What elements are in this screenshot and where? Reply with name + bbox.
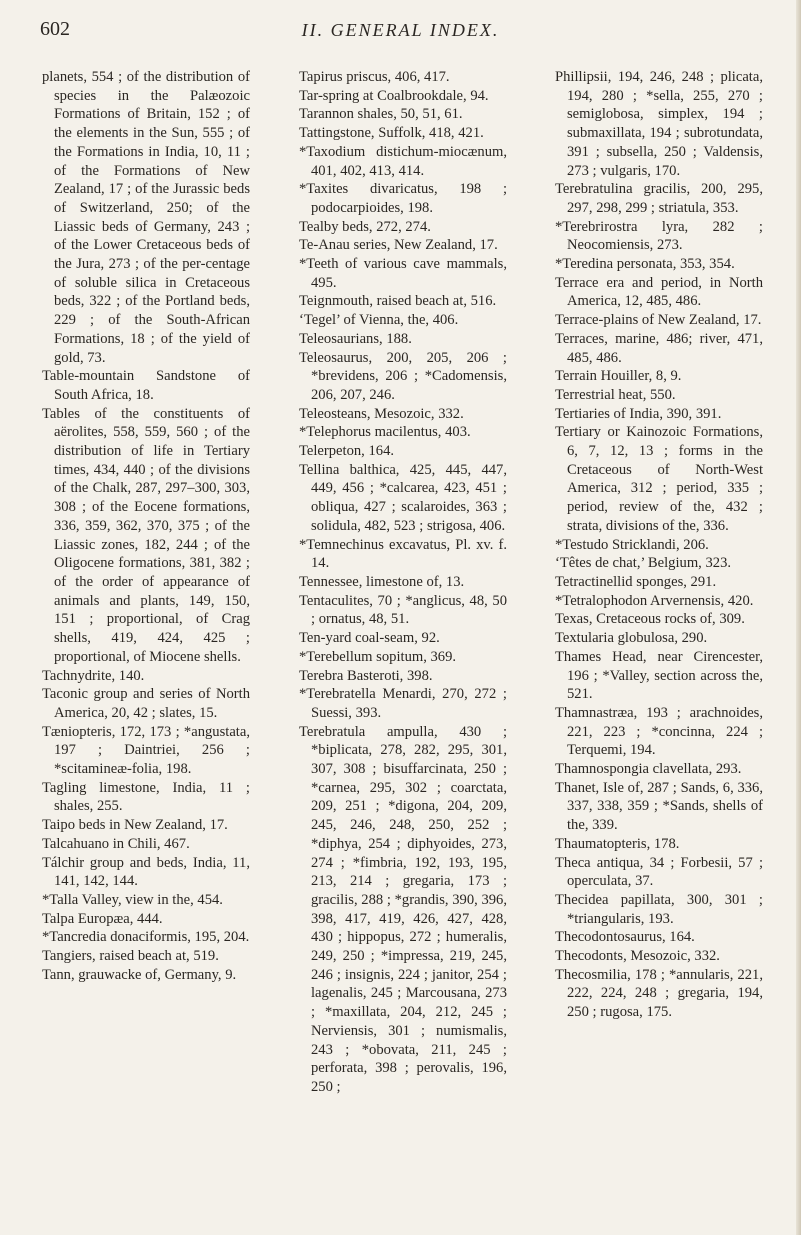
index-entry: Thaumatopteris, 178. (555, 835, 680, 852)
index-column-2 (299, 68, 507, 1097)
index-entry: Terrestrial heat, 550. (555, 386, 676, 403)
running-head: II. GENERAL INDEX. (301, 20, 500, 40)
index-entry: *Tetralophodon Arvernensis, 420. (555, 592, 754, 609)
index-entry: *Teredina personata, 353, 354. (555, 256, 735, 273)
index-entry: Talpa Europæa, 444. (42, 910, 163, 927)
index-entry: Taconic group and series of North America, 20, 42 ; slates, 15. (42, 686, 250, 721)
page-edge (796, 0, 801, 1235)
index-entry: Teignmouth, raised beach at, 516. (299, 293, 497, 310)
index-entry: *Terebrirostra lyra, 282 ; Neocomiensis, 273. (555, 218, 763, 254)
index-entry: Tapirus priscus, 406, 417. (299, 69, 450, 85)
index-entry: *Telephorus macilentus, 403. (299, 424, 471, 441)
index-entry: Terebratulina gracilis, 200, 295, 297, 298, 299 ; striatula, 353. (555, 181, 763, 216)
page-number: 602 (40, 18, 70, 40)
index-entry: Tachnydrite, 140. (42, 667, 145, 684)
index-entry: *Teeth of various cave mammals, 495. (299, 256, 507, 291)
index-entry: Tables of the constituents of aërolites, 558, 559, 560 ; of the distribution of life in Tertiary times, 434, 440 ; of the divisions of the Chalk, 287, 297–300, 303, 308 ; of the Eocene formations, 336, 359, 362, 370, 375 ; of the Liassic zones, 182, 244 ; of the Oligocene formations, 381, 382 ; of the order of appearance of animals and plants, 149, 150, 151 ; proportional, of Crag shells, 419, 424, 425 ; proportional, of Miocene shells. (42, 405, 250, 665)
index-entry: Phillipsii, 194, 246, 248 ; plicata, 194, 280 ; *sella, 255, 270 ; semiglobosa, simplex, 194 ; submaxillata, 194 ; subrotundata, 391 ; subsella, 250 ; Valdensis, 273 ; vulgaris, 170. (555, 69, 763, 179)
index-entry: *Temnechinus excavatus, Pl. xv. f. 14. (299, 536, 507, 572)
index-entry: planets, 554 ; of the distribution of species in the Palæozoic Formations of Britain, 152 ; of the elements in the Sun, 555 ; of the Formations in India, 10, 11 ; of the Formations of New Zealand, 17 ; of the Jurassic beds of Switzerland, 250; of the Liassic beds of Germany, 243 ; of the Lower Cretaceous beds of the Jura, 273 ; of the per-centage of soluble silica in Cretaceous beds, 322 ; of the Portland beds, 229 ; of the South-African Formations, 18 ; of the yield of gold, 73. (42, 69, 250, 366)
index-entry: Texas, Cretaceous rocks of, 309. (555, 611, 745, 628)
index-entry: Tellina balthica, 425, 445, 447, 449, 456 ; *calcarea, 423, 451 ; obliqua, 427 ; scalaroides, 363 ; solidula, 482, 523 ; strigosa, 406. (299, 461, 507, 534)
index-entry: Teleosteans, Mesozoic, 332. (299, 405, 464, 422)
index-entry: Terrain Houiller, 8, 9. (555, 368, 682, 385)
index-entry: Tangiers, raised beach at, 519. (42, 948, 219, 965)
index-entry: *Talla Valley, view in the, 454. (42, 891, 223, 908)
index-entry: Terrace-plains of New Zealand, 17. (555, 312, 762, 329)
index-entry: Telerpeton, 164. (299, 443, 395, 460)
index-entry: Teleosaurians, 188. (299, 330, 412, 347)
index-entry: Thecosmilia, 178 ; *annularis, 221, 222, 224, 248 ; gregaria, 194, 250 ; rugosa, 175. (555, 966, 763, 1021)
index-entry: Tagling limestone, India, 11 ; shales, 255. (42, 779, 250, 815)
index-entry: *Terebratella Menardi, 270, 272 ; Suessi, 393. (299, 686, 507, 721)
index-entry: *Terebellum sopitum, 369. (299, 648, 457, 665)
index-entry: Teleosaurus, 200, 205, 206 ; *brevidens, 206 ; *Cadomensis, 206, 207, 246. (299, 349, 507, 403)
index-entry: Ten-yard coal-seam, 92. (299, 630, 440, 647)
index-entry: Tetractinellid sponges, 291. (555, 573, 717, 590)
index-entry: Tæniopteris, 172, 173 ; *angustata, 197 ; Daintriei, 256 ; *scitamineæ-folia, 198. (42, 723, 250, 778)
index-entry: Terrace era and period, in North America, 12, 485, 486. (555, 274, 763, 310)
index-entry: Thames Head, near Cirencester, 196 ; *Valley, section across the, 521. (555, 648, 763, 703)
index-entry: *Taxodium distichum-miocænum, 401, 402, 413, 414. (299, 143, 507, 179)
index-entry: *Tancredia donaciformis, 195, 204. (42, 929, 250, 946)
index-entry: *Taxites divaricatus, 198 ; podocarpioides, 198. (299, 181, 507, 216)
index-column-3 (555, 68, 763, 1022)
index-entry: Tertiary or Kainozoic Formations, 6, 7, 12, 13 ; forms in the Cretaceous of North-West America, 312 ; period, 335 ; period, review of the, 432 ; strata, divisions of the, 336. (555, 424, 763, 534)
index-entry: Theca antiqua, 34 ; Forbesii, 57 ; operculata, 37. (555, 854, 763, 890)
index-entry: Terraces, marine, 486; river, 471, 485, 486. (555, 330, 763, 366)
index-entry: Tar-spring at Coalbrookdale, 94. (299, 87, 489, 104)
index-entry: Tálchir group and beds, India, 11, 141, 142, 144. (42, 854, 250, 890)
index-entry: Thamnastræa, 193 ; arachnoides, 221, 223 ; *concinna, 224 ; Terquemi, 194. (555, 704, 763, 759)
index-entry: Table-mountain Sandstone of South Africa, 18. (42, 368, 250, 403)
index-entry: Textularia globulosa, 290. (555, 630, 708, 647)
index-entry: Thecodontosaurus, 164. (555, 929, 695, 946)
index-entry: Terebra Basteroti, 398. (299, 667, 433, 684)
index-entry: Thecodonts, Mesozoic, 332. (555, 948, 720, 965)
index-entry: Tealby beds, 272, 274. (299, 218, 431, 235)
index-entry: *Testudo Stricklandi, 206. (555, 536, 709, 553)
index-entry: Te-Anau series, New Zealand, 17. (299, 237, 498, 254)
index-entry: Terebratula ampulla, 430 ; *biplicata, 278, 282, 295, 301, 307, 308 ; bisuffarcinata, 250 ; *carnea, 295, 302 ; coarctata, 209, 251 ; *digona, 204, 209, 245, 246, 248, 250, 252 ; *diphya, 254 ; diphyoides, 273, 274 ; *fimbria, 192, 193, 195, 213, 214 ; gregaria, 173 ; gracilis, 288 ; *grandis, 390, 396, 398, 417, 419, 426, 427, 428, 430 ; hippopus, 272 ; humeralis, 249, 250 ; *impressa, 219, 245, 246 ; insignis, 224 ; janitor, 254 ; lagenalis, 245 ; Marcousana, 273 ; *maxillata, 204, 212, 245 ; Nerviensis, 301 ; numismalis, 243 ; *obovata, 211, 245 ; perforata, 398 ; perovalis, 196, 250 ; (299, 723, 507, 1095)
index-entry: Tann, grauwacke of, Germany, 9. (42, 966, 237, 983)
index-entry: ‘Têtes de chat,’ Belgium, 323. (555, 555, 732, 572)
index-entry: Talcahuano in Chili, 467. (42, 835, 190, 852)
index-entry: Tattingstone, Suffolk, 418, 421. (299, 125, 484, 142)
index-entry: Tarannon shales, 50, 51, 61. (299, 106, 463, 123)
index-entry: Tennessee, limestone of, 13. (299, 573, 465, 590)
index-entry: Thecidea papillata, 300, 301 ; *triangularis, 193. (555, 891, 763, 927)
index-entry: ‘Tegel’ of Vienna, the, 406. (299, 312, 459, 329)
index-column-1 (42, 68, 250, 984)
index-entry: Thanet, Isle of, 287 ; Sands, 6, 336, 337, 338, 359 ; *Sands, shells of the, 339. (555, 779, 763, 834)
index-entry: Taipo beds in New Zealand, 17. (42, 817, 228, 834)
index-entry: Tertiaries of India, 390, 391. (555, 405, 722, 422)
index-entry: Tentaculites, 70 ; *anglicus, 48, 50 ; ornatus, 48, 51. (299, 592, 507, 628)
index-entry: Thamnospongia clavellata, 293. (555, 761, 742, 778)
